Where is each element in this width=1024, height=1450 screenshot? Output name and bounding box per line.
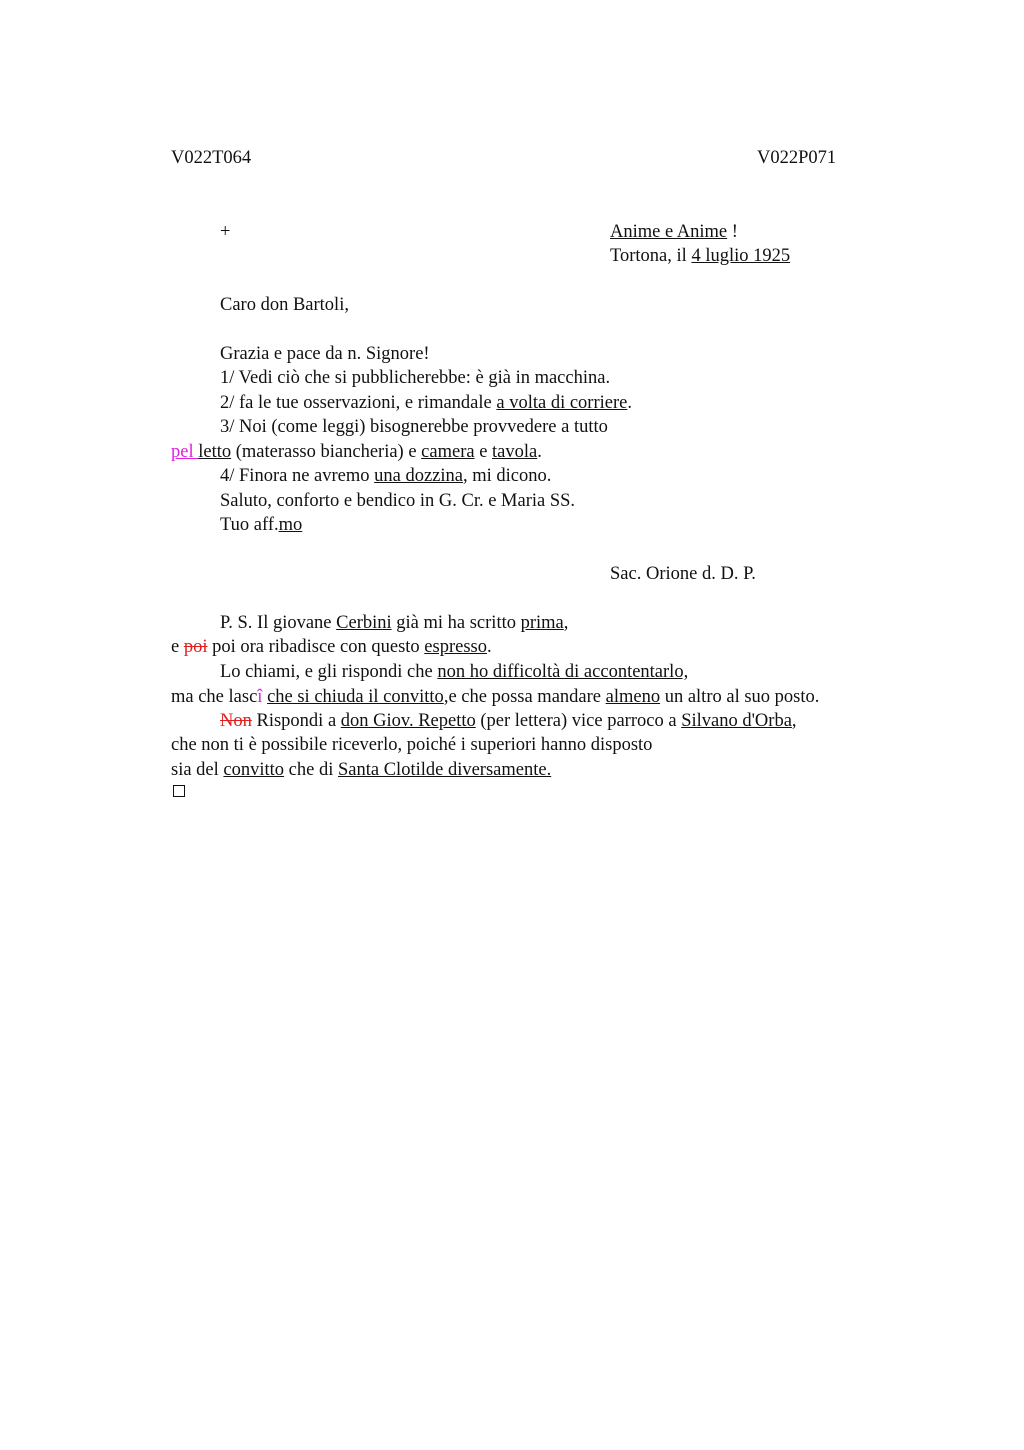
ps-2-b: . bbox=[486, 637, 492, 657]
ps-2-a: poi ora ribadisce con questo bbox=[207, 637, 425, 657]
tuo-affmo bbox=[220, 513, 302, 537]
motto-punct: ! bbox=[727, 222, 738, 242]
ps-line-3 bbox=[220, 660, 688, 684]
name-repetto: don Giov. Repetto bbox=[340, 711, 476, 731]
ps-3-a: Lo chiami, e gli rispondi che bbox=[220, 662, 438, 682]
ps-1-b: già mi ha scritto bbox=[391, 613, 521, 633]
cross-mark: + bbox=[220, 222, 231, 242]
ps-5-b: (per lettera) vice parroco a bbox=[475, 711, 682, 731]
ps-1-a: P. S. Il giovane bbox=[220, 613, 337, 633]
word-camera: camera bbox=[421, 442, 475, 462]
word-tavola: tavola bbox=[492, 442, 538, 462]
ps-2-e: e bbox=[171, 637, 184, 657]
item-1: 1/ Vedi ciò che si pubblicherebbe: è già in macchina. bbox=[220, 368, 611, 388]
name-cerbini: Cerbini bbox=[336, 613, 392, 633]
item-3-continued bbox=[171, 440, 542, 464]
ps-line-6: che non ti è possibile riceverlo, poiché i superiori hanno disposto bbox=[171, 735, 653, 755]
item-4-text-b: , mi dicono. bbox=[463, 466, 552, 486]
ps-7-b: che di bbox=[284, 760, 338, 780]
motto-text: Anime e Anime bbox=[610, 222, 728, 242]
ps-4-a: ma che lasc bbox=[171, 687, 258, 707]
ps-line-5 bbox=[220, 709, 797, 733]
ps-4-underlined: che si chiuda il convitto bbox=[267, 687, 444, 707]
item-4-underlined: una dozzina bbox=[374, 466, 463, 486]
deleted-word-non: Non bbox=[220, 711, 252, 731]
signature: Sac. Orione d. D. P. bbox=[610, 564, 756, 584]
place-silvano: Silvano d'Orba bbox=[681, 711, 792, 731]
word-espresso: espresso bbox=[424, 637, 487, 657]
ps-4-b: ,e che possa mandare bbox=[443, 687, 606, 707]
item-3-end: . bbox=[537, 442, 542, 462]
inserted-letter: î bbox=[257, 687, 263, 707]
tuo-text: Tuo aff. bbox=[220, 515, 279, 535]
inserted-word-pel: pel bbox=[171, 442, 199, 462]
santa-clotilde: Santa Clotilde diversamente bbox=[337, 760, 547, 780]
word-prima: prima bbox=[520, 613, 564, 633]
item-3-text-b: e bbox=[474, 442, 493, 462]
ps-4-c: un altro al suo posto. bbox=[660, 687, 820, 707]
salutation: Caro don Bartoli, bbox=[220, 295, 349, 315]
ps-line-4 bbox=[171, 685, 819, 709]
ps-line-2 bbox=[171, 635, 492, 659]
item-4 bbox=[220, 464, 551, 488]
ps-line-1 bbox=[220, 611, 568, 635]
ps-7-a: sia del bbox=[171, 760, 224, 780]
doc-code-left: V022T064 bbox=[171, 148, 252, 168]
dateline bbox=[610, 244, 790, 268]
word-almeno: almeno bbox=[605, 687, 661, 707]
item-3-text-a: (materasso biancheria) e bbox=[231, 442, 422, 462]
deleted-word-poi: poi bbox=[183, 637, 208, 657]
item-4-text-a: 4/ Finora ne avremo bbox=[220, 466, 375, 486]
dateline-prefix: Tortona, il bbox=[610, 246, 692, 266]
ps-1-c: , bbox=[563, 613, 569, 633]
item-2-text: 2/ fa le tue osservazioni, e rimandale bbox=[220, 393, 497, 413]
ps-5-c: , bbox=[791, 711, 797, 731]
closing: Saluto, conforto e bendico in G. Cr. e Maria SS. bbox=[220, 491, 576, 511]
end-box-icon bbox=[173, 785, 185, 797]
word-letto: letto bbox=[198, 442, 232, 462]
item-3: 3/ Noi (come leggi) bisognerebbe provvedere a tutto bbox=[220, 417, 608, 437]
doc-code-right: V022P071 bbox=[757, 148, 837, 168]
ps-3-underlined: non ho difficoltà di accontentarlo, bbox=[437, 662, 689, 682]
dateline-date: 4 luglio 1925 bbox=[691, 246, 791, 266]
ps-5-a: Rispondi a bbox=[251, 711, 341, 731]
item-2-underlined: a volta di corriere bbox=[496, 393, 628, 413]
greeting: Grazia e pace da n. Signore! bbox=[220, 344, 430, 364]
ps-7-end: . bbox=[546, 760, 552, 780]
item-2-end: . bbox=[627, 393, 632, 413]
word-convitto: convitto bbox=[223, 760, 285, 780]
ps-line-7 bbox=[171, 758, 551, 782]
item-2 bbox=[220, 391, 632, 415]
tuo-superscript: mo bbox=[278, 515, 303, 535]
motto bbox=[610, 220, 738, 244]
